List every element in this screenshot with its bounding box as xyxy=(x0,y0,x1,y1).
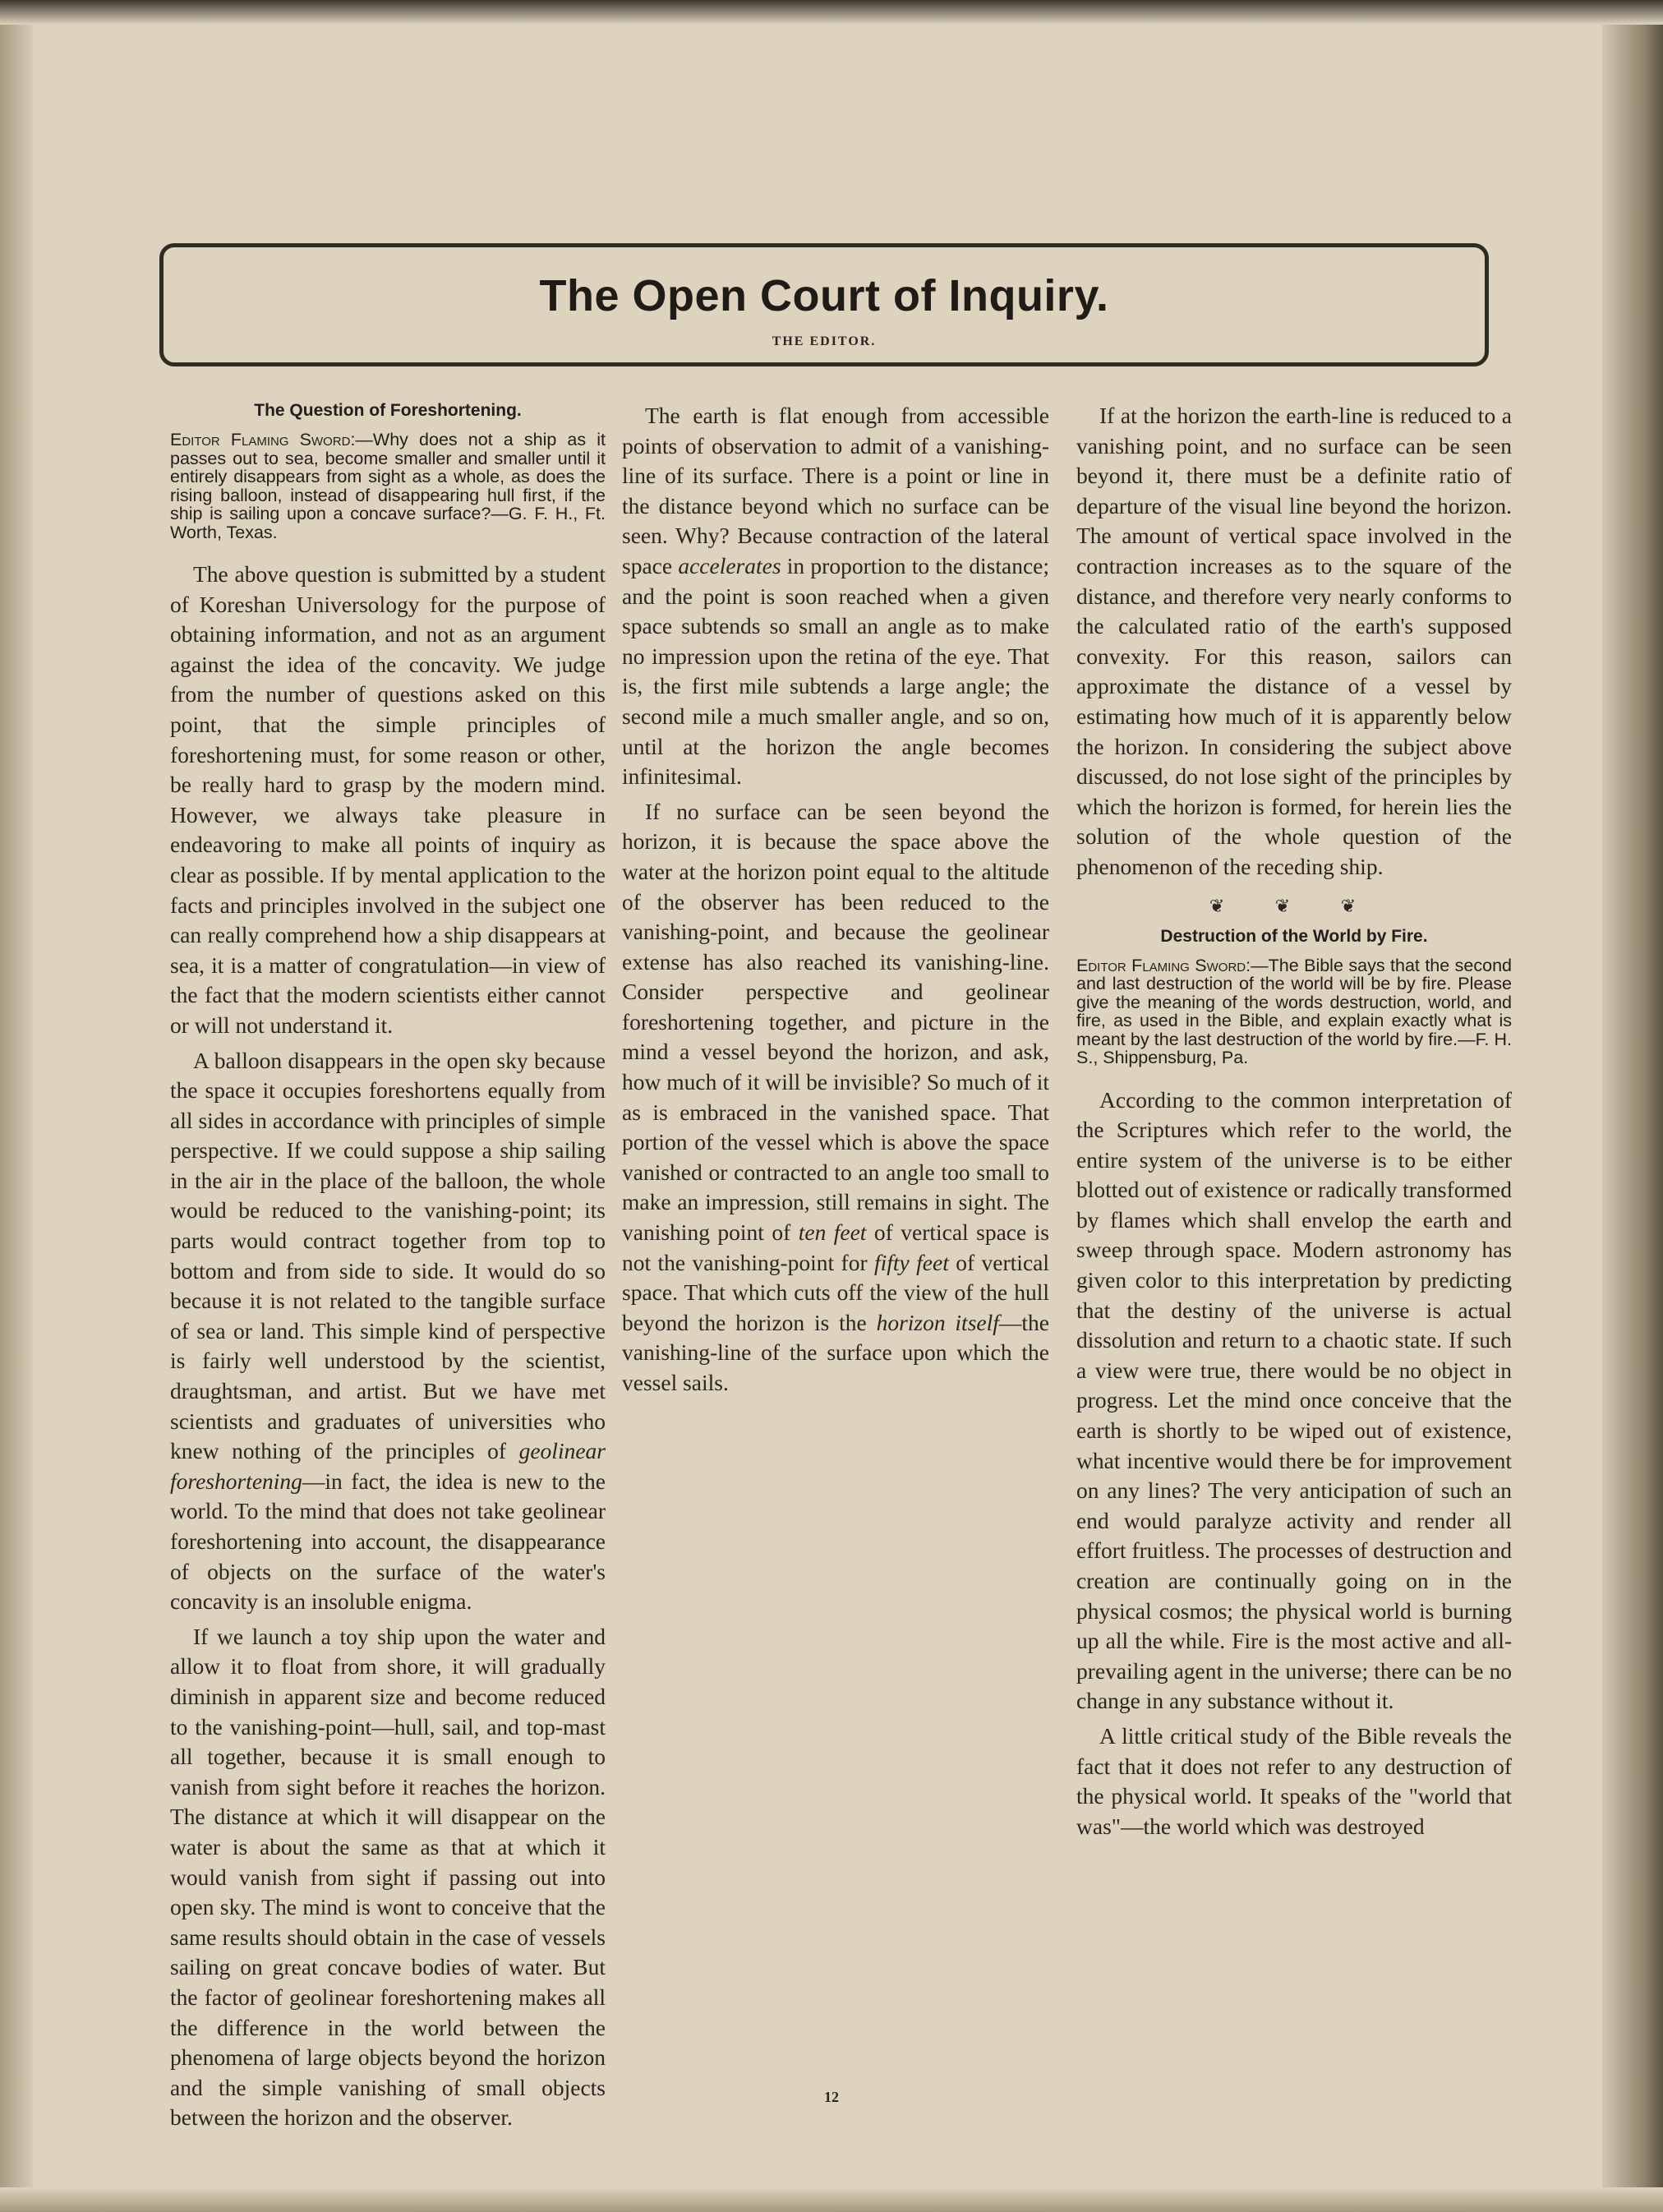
emphasis: geolinear foreshortening xyxy=(170,1438,606,1494)
page-edge-shadow-right xyxy=(1602,0,1663,2212)
paragraph-text: —the vanishing-line of the surface upon which the vessel sails. xyxy=(622,1309,1049,1395)
query-lead: Editor Flaming Sword xyxy=(1076,955,1246,975)
paragraph-text: of vertical space. That which cuts off the view of the hull beyond the horizon is the xyxy=(622,1249,1049,1335)
paragraph: According to the common interpretation of the Scriptures which refer to the world, the entire system of the universe is to be either blotted out of existence or radically transformed by flames which shall envelop the earth and sweep through space. Modern astronomy has given color to this interpretation by predicting that the destiny of the universe is actual dissolution and return to a chaotic state. If such a view were true, there would be no object in progress. Let the mind once conceive that the earth is shortly to be wiped out of existence, what incentive would there be for improvement on any lines? The very anticipation of such an end would paralyze activity and render all effort fruitless. The processes of destruction and creation are continually going on in the physical cosmos; the physical world is burning up all the while. Fire is the most active and all-prevailing agent in the universe; there can be no change in any substance without it. xyxy=(1076,1086,1512,1714)
paragraph: The above question is submitted by a student of Koreshan Universology for the purpose of obtaining information, and not as an argument against the idea of the concavity. We judge from the number of questions asked on this point, that the simple principles of foreshortening must, for some reason or other, be really hard to grasp by the modern mind. However, we always take pleasure in endeavoring to make all points of inquiry as clear as possible. If by mental application to the facts and principles involved in the subject one can really comprehend how a ship disappears at sea, it is a matter of congratulation—in view of the fact that the modern scientists either cannot or will not understand it. xyxy=(170,561,606,1038)
paragraph: A little critical study of the Bible reveals the fact that it does not refer to any destruction of the physical world. It speaks of the "world that was"—the world which was destroyed xyxy=(1076,1722,1512,1839)
section-ornament: ❦ ❦ ❦ xyxy=(1209,895,1380,916)
column-left xyxy=(170,401,606,2131)
reader-question xyxy=(1076,956,1512,1067)
paragraph-text: in proportion to the distance; and the point is soon reached when a given space subtends so small an angle as to make no impression upon the retina of the eye. That is, the first mile subtends a large angle; the second mile a much smaller angle, and so on, until at the horizon the angle becomes infinitesimal. xyxy=(622,552,1049,790)
paragraph-text: The earth is flat enough from accessible points of observation to admit of a vanishing-line of its surface. There is a point or line in the distance beyond which no surface can be seen. Why? Because contraction of the lateral space xyxy=(622,403,1049,578)
page-edge-shadow-left xyxy=(0,0,33,2212)
column-middle xyxy=(622,401,1049,2053)
emphasis: horizon itself xyxy=(876,1309,999,1335)
column-flow xyxy=(622,401,1049,1399)
header-box xyxy=(159,243,1489,366)
query-text: :—Why does not a ship as it passes out to sea, become smaller and smaller until it entirely disappears from sight as a whole, as does the rising balloon, instead of disappearing hull first, if the ship is sailing upon a concave surface?—G. F. H., Ft. Worth, Texas. xyxy=(170,430,606,542)
page-title: The Open Court of Inquiry. xyxy=(539,271,1109,320)
paragraph xyxy=(622,797,1049,1399)
paragraph-text: of vertical space is not the vanishing-point for xyxy=(622,1219,1049,1275)
page-edge-shadow-top xyxy=(0,0,1663,25)
page-edge-shadow-bottom xyxy=(0,2187,1663,2212)
paragraph xyxy=(1076,401,1512,882)
paragraph-text: A balloon disappears in the open sky because the space it occupies foreshortens equally from all sides in accordance with principles of simple perspective. If we could suppose a ship sailing in the air in the place of the balloon, the whole would be reduced to the vanishing-point; its parts would contract together from top to bottom and from side to side. It would do so because it is not related to the tangible surface of sea or land. This simple kind of perspective is fairly well understood by the scientist, draughtsman, and artist. But we have met scientists and graduates of universities who knew nothing of the principles of xyxy=(170,1047,606,1464)
emphasis: ten feet xyxy=(798,1219,867,1246)
paragraph xyxy=(170,1046,606,1617)
query-text: :—The Bible says that the second and last destruction of the world will be by fire. Please give the meaning of the words destruction, world, and fire, as used in the Bible, and explain exactly what is meant by the last destruction of the world by fire.—F. H. S., Shippensburg, Pa. xyxy=(1076,955,1513,1067)
paragraph-text: If at the horizon the earth-line is reduced to a vanishing point, and no surface can be seen beyond it, there must be a definite ratio of departure of the visual line beyond the horizon. The amount of vertical space involved in the contraction increases as to the square of the distance, and therefore very nearly conforms to the calculated ratio of the earth's supposed convexity. For this reason, sailors can approximate the distance of a vessel by estimating how much of it is apparently below the horizon. In considering the subject above discussed, do not lose sight of the principles by which the horizon is formed, for herein lies the solution of the whole question of the phenomenon of the receding ship. xyxy=(1076,403,1512,879)
paragraph-text: —in fact, the idea is new to the world. To the mind that does not take geolinear foreshortening into account, the disappearance of objects on the surface of the water's concavity is an insoluble enigma. xyxy=(170,1468,606,1615)
article-heading: Destruction of the World by Fire. xyxy=(1160,926,1428,946)
paragraph-text: If no surface can be seen beyond the horizon, it is because the space above the water at the horizon point equal to the altitude of the observer has been reduced to the vanishing-point, and because the geolinear extense has also reached its vanishing-line. Consider perspective and geolinear foreshortening together, and picture in the mind a vessel beyond the horizon, and ask, how much of it will be invisible? So much of it as is embraced in the vanished space. That portion of the vessel which is above the space vanished or contracted to an angle too small to make an impression, still remains in sight. The vanishing point of xyxy=(622,798,1049,1246)
byline: THE EDITOR. xyxy=(772,334,877,348)
emphasis: accelerates xyxy=(678,552,781,578)
emphasis: fifty feet xyxy=(874,1249,949,1275)
article-heading: The Question of Foreshortening. xyxy=(254,401,522,420)
paragraph xyxy=(622,401,1049,792)
column-right xyxy=(1076,401,1512,2053)
reader-question xyxy=(170,431,606,541)
paragraph: If we launch a toy ship upon the water and allow it to float from shore, it will gradually diminish in apparent size and become reduced to the vanishing-point—hull, sail, and top-mast all together, because it is small enough to vanish from sight before it reaches the horizon. The distance at which it will disappear on the water is about the same as that at which it would vanish from sight if passing out into open sky. The mind is wont to conceive that the same results should obtain in the case of vessels sailing on great concave bodies of water. But the factor of geolinear foreshortening makes all the difference in the world between the phenomena of large objects beyond the horizon and the simple vanishing of small objects between the horizon and the observer. xyxy=(170,1623,606,2131)
column-flow xyxy=(1076,401,1512,882)
page-number: 12 xyxy=(824,2089,839,2105)
query-lead: Editor Flaming Sword xyxy=(170,430,351,449)
